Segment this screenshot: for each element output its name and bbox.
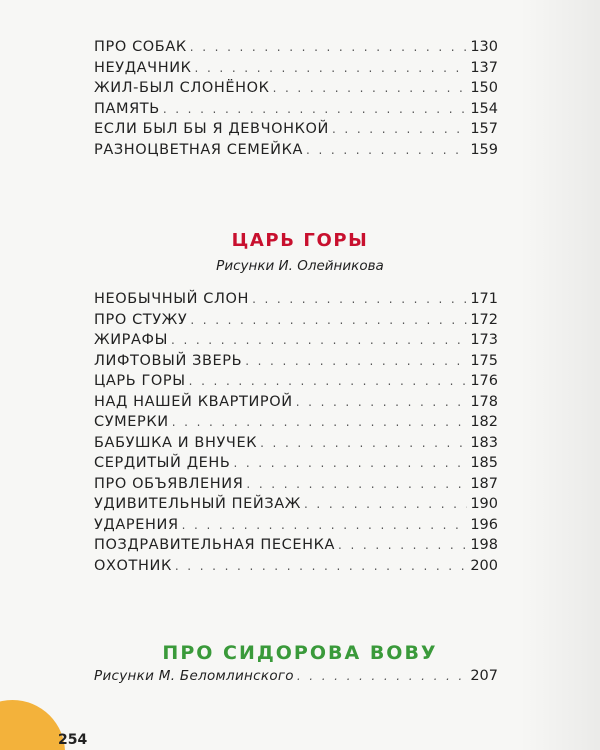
dot-leader xyxy=(195,58,468,79)
page-number-badge xyxy=(0,700,65,750)
dot-leader xyxy=(338,535,467,556)
dot-leader xyxy=(304,494,467,515)
dot-leader xyxy=(306,140,467,161)
toc-entry xyxy=(94,666,498,687)
dot-leader xyxy=(297,666,467,687)
toc-entry xyxy=(94,392,498,413)
toc-entry-page: 198 xyxy=(470,537,498,553)
toc-entry-page: 187 xyxy=(470,475,498,492)
toc-block-first xyxy=(94,37,498,160)
dot-leader xyxy=(273,78,468,99)
toc-entry-page: 157 xyxy=(470,121,498,137)
toc-entry-title: ПРО СОБАК xyxy=(94,39,187,55)
toc-entry-page: 175 xyxy=(470,352,498,369)
toc-entry-page: 171 xyxy=(470,291,498,307)
toc-entry xyxy=(94,99,498,120)
toc-block-sidorov xyxy=(94,666,498,687)
dot-leader xyxy=(172,412,468,433)
toc-entry-page: 207 xyxy=(470,668,498,684)
toc-entry xyxy=(94,556,498,577)
toc-entry-page: 173 xyxy=(470,332,498,348)
dot-leader xyxy=(246,474,467,495)
toc-entry-page: 137 xyxy=(470,59,498,76)
toc-entry-page: 154 xyxy=(470,100,498,117)
dot-leader xyxy=(190,37,468,58)
toc-entry-title: ПРО СТУЖУ xyxy=(94,311,188,328)
toc-entry-page: 196 xyxy=(470,516,498,533)
toc-entry-page: 150 xyxy=(470,80,498,96)
dot-leader xyxy=(171,330,467,351)
dot-leader xyxy=(252,289,467,310)
illustrator-credit: Рисунки И. Олейникова xyxy=(216,258,384,274)
toc-block-tsar-gory xyxy=(94,289,498,576)
toc-entry-page: 200 xyxy=(470,557,498,574)
toc-entry xyxy=(94,119,498,140)
toc-entry-page: 176 xyxy=(470,373,498,389)
toc-entry xyxy=(94,289,498,310)
toc-entry-page: 172 xyxy=(470,311,498,328)
toc-entry-title: СУМЕРКИ xyxy=(94,414,169,430)
page-shadow xyxy=(520,0,600,750)
dot-leader xyxy=(233,453,467,474)
toc-entry xyxy=(94,412,498,433)
toc-entry-page: 190 xyxy=(470,496,498,512)
toc-entry-title: ОХОТНИК xyxy=(94,557,172,574)
section-heading-sidorov: ПРО СИДОРОВА ВОВУ xyxy=(162,642,438,664)
section-heading-tsar-gory: ЦАРЬ ГОРЫ xyxy=(231,230,369,251)
toc-entry-title: УДАРЕНИЯ xyxy=(94,516,179,533)
toc-entry xyxy=(94,494,498,515)
toc-entry-page: 159 xyxy=(470,141,498,158)
toc-entry-title: ПОЗДРАВИТЕЛЬНАЯ ПЕСЕНКА xyxy=(94,537,336,553)
toc-entry xyxy=(94,351,498,372)
toc-entry xyxy=(94,330,498,351)
toc-entry-title: ЕСЛИ БЫЛ БЫ Я ДЕВЧОНКОЙ xyxy=(94,121,329,137)
toc-entry-title: НЕУДАЧНИК xyxy=(94,59,192,76)
toc-entry xyxy=(94,58,498,79)
toc-entry-title: ЦАРЬ ГОРЫ xyxy=(94,373,186,389)
toc-entry-title: УДИВИТЕЛЬНЫЙ ПЕЙЗАЖ xyxy=(94,496,301,512)
toc-entry-page: 183 xyxy=(470,434,498,451)
toc-entry-title: РАЗНОЦВЕТНАЯ СЕМЕЙКА xyxy=(94,141,304,158)
dot-leader xyxy=(260,433,467,454)
toc-entry xyxy=(94,515,498,536)
toc-entry-page: 130 xyxy=(470,39,498,55)
toc-entry xyxy=(94,310,498,331)
illustrator-credit: Рисунки М. Беломлинского xyxy=(94,668,294,684)
toc-entry-title: НЕОБЫЧНЫЙ СЛОН xyxy=(94,291,250,307)
dot-leader xyxy=(189,371,468,392)
toc-entry xyxy=(94,371,498,392)
toc-entry-title: ЖИЛ-БЫЛ СЛОНЁНОК xyxy=(94,80,270,96)
toc-entry-title: ПРО ОБЪЯВЛЕНИЯ xyxy=(94,475,244,492)
page-number: 254 xyxy=(58,732,88,748)
dot-leader xyxy=(163,99,467,120)
toc-entry-page: 178 xyxy=(470,393,498,410)
toc-entry-title: ПАМЯТЬ xyxy=(94,100,160,117)
dot-leader xyxy=(182,515,468,536)
dot-leader xyxy=(175,556,467,577)
dot-leader xyxy=(245,351,467,372)
toc-entry xyxy=(94,535,498,556)
dot-leader xyxy=(296,392,468,413)
toc-entry xyxy=(94,433,498,454)
toc-entry-page: 185 xyxy=(470,455,498,471)
toc-entry xyxy=(94,474,498,495)
toc-entry-title: БАБУШКА И ВНУЧЕК xyxy=(94,434,258,451)
toc-entry-title: СЕРДИТЫЙ ДЕНЬ xyxy=(94,455,231,471)
toc-entry xyxy=(94,37,498,58)
toc-entry xyxy=(94,78,498,99)
toc-entry xyxy=(94,453,498,474)
toc-entry-title: ЖИРАФЫ xyxy=(94,332,169,348)
dot-leader xyxy=(332,119,467,140)
toc-entry xyxy=(94,140,498,161)
toc-entry-page: 182 xyxy=(470,414,498,430)
dot-leader xyxy=(190,310,467,331)
toc-entry-title: НАД НАШЕЙ КВАРТИРОЙ xyxy=(94,393,293,410)
toc-entry-title: ЛИФТОВЫЙ ЗВЕРЬ xyxy=(94,352,243,369)
